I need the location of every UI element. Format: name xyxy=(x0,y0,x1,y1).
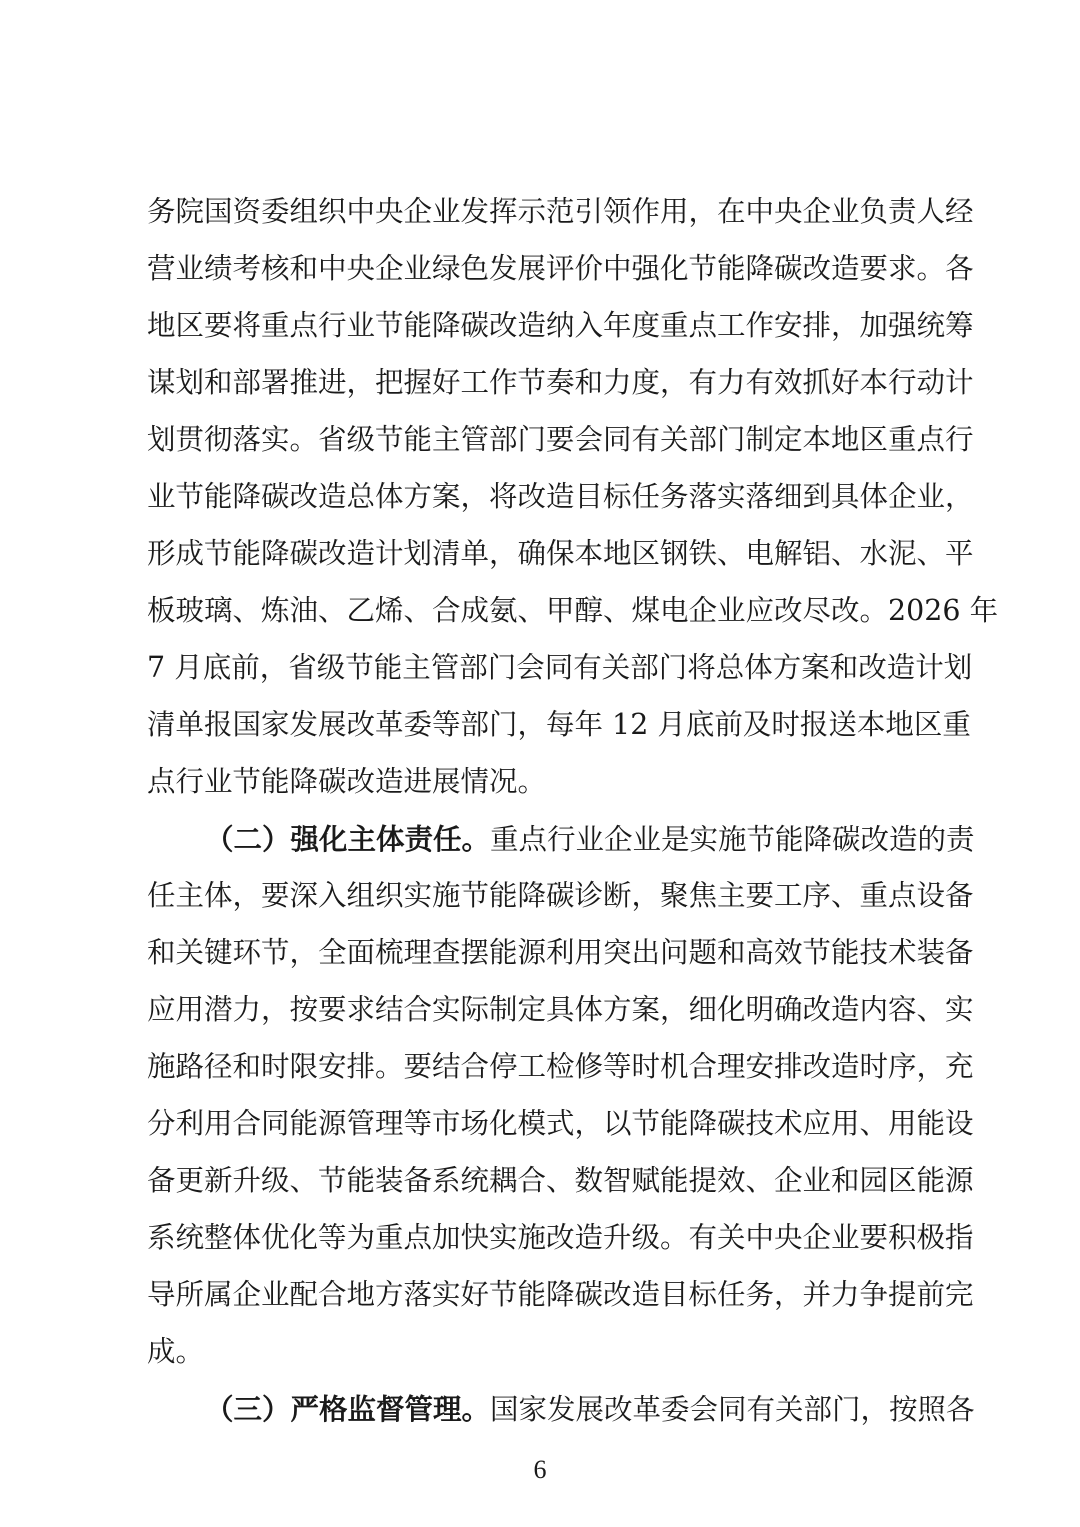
text-line: 务院国资委组织中央企业发挥示范引领作用，在中央企业负责人经 xyxy=(147,195,974,228)
text-line: 营业绩考核和中央企业绿色发展评价中强化节能降碳改造要求。各 xyxy=(147,252,974,285)
text-span: 国家发展改革委会同有关部门，按照各 xyxy=(490,1393,975,1426)
text-line: 备更新升级、节能装备系统耦合、数智赋能提效、企业和园区能源 xyxy=(147,1164,974,1197)
text-line xyxy=(205,1382,975,1436)
text-span: 重点行业企业是实施节能降碳改造的责 xyxy=(490,823,975,856)
text-line: 应用潜力，按要求结合实际制定具体方案，细化明确改造内容、实 xyxy=(147,993,974,1026)
text-line: 地区要将重点行业节能降碳改造纳入年度重点工作安排，加强统筹 xyxy=(147,309,974,342)
text-line: 任主体，要深入组织实施节能降碳诊断，聚焦主要工序、重点设备 xyxy=(147,879,974,912)
text-line: 导所属企业配合地方落实好节能降碳改造目标任务，并力争提前完 xyxy=(147,1278,974,1311)
text-line: 业节能降碳改造总体方案，将改造目标任务落实落细到具体企业， xyxy=(147,480,974,513)
text-line: 形成节能降碳改造计划清单，确保本地区钢铁、电解铝、水泥、平 xyxy=(147,537,974,570)
text-line: 施路径和时限安排。要结合停工检修等时机合理安排改造时序，充 xyxy=(147,1050,974,1083)
section-heading: （三）严格监督管理。 xyxy=(205,1392,491,1426)
text-line: 和关键环节，全面梳理查摆能源利用突出问题和高效节能技术装备 xyxy=(147,936,974,969)
text-line: 成。 xyxy=(147,1335,205,1368)
text-line: 分利用合同能源管理等市场化模式，以节能降碳技术应用、用能设 xyxy=(147,1107,974,1140)
text-line: 划贯彻落实。省级节能主管部门要会同有关部门制定本地区重点行 xyxy=(147,423,974,456)
text-line: 板玻璃、炼油、乙烯、合成氨、甲醇、煤电企业应改尽改。2026 年 xyxy=(147,594,999,627)
page-number: 6 xyxy=(533,1455,547,1484)
text-line: 7 月底前，省级节能主管部门会同有关部门将总体方案和改造计划 xyxy=(147,651,973,684)
text-line: 系统整体优化等为重点加快实施改造升级。有关中央企业要积极指 xyxy=(147,1221,974,1254)
text-line: 点行业节能降碳改造进展情况。 xyxy=(147,765,547,798)
section-heading: （二）强化主体责任。 xyxy=(205,822,491,856)
text-line xyxy=(205,812,975,866)
text-line: 清单报国家发展改革委等部门，每年 12 月底前及时报送本地区重 xyxy=(147,708,971,741)
text-line: 谋划和部署推进，把握好工作节奏和力度，有力有效抓好本行动计 xyxy=(147,366,974,399)
